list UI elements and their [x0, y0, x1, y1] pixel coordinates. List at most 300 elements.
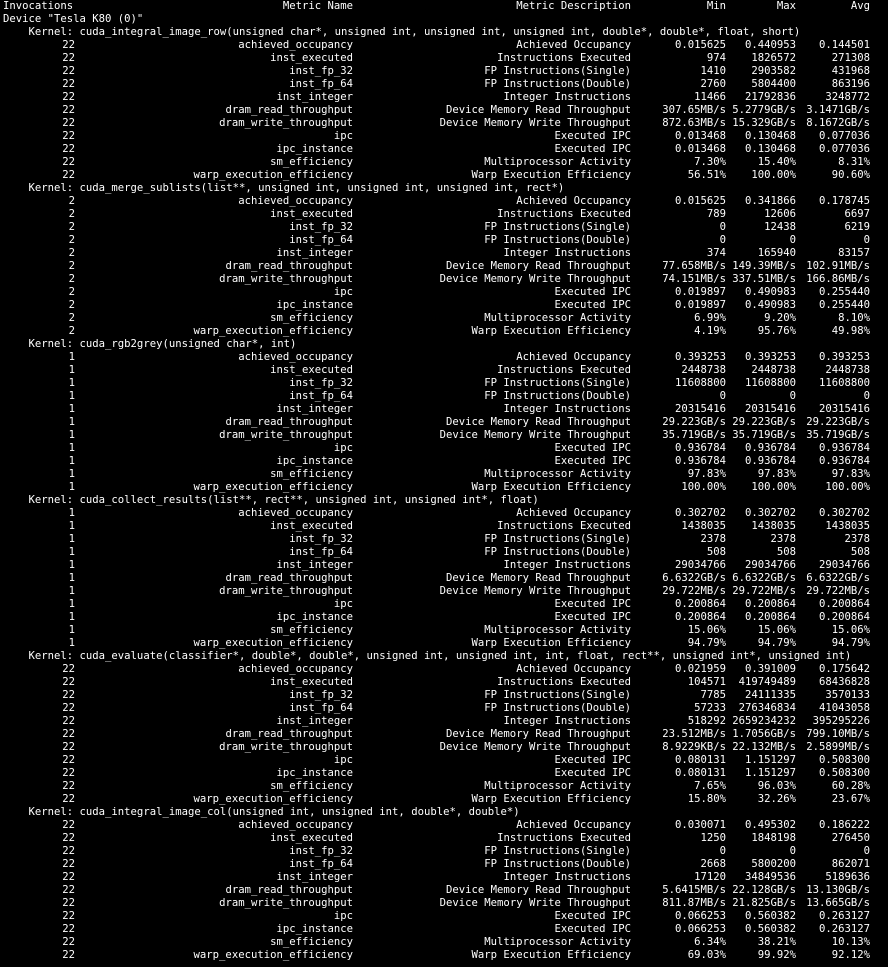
metric-name-cell: dram_write_throughput — [219, 117, 353, 129]
metric-row — [3, 663, 888, 676]
metric-name-cell: warp_execution_efficiency — [193, 793, 353, 805]
invocations-cell: 2 — [68, 273, 75, 285]
avg-cell: 83157 — [838, 247, 870, 259]
min-cell: 2378 — [700, 533, 726, 545]
avg-cell: 0.077036 — [818, 143, 870, 155]
invocations-cell: 22 — [62, 936, 75, 948]
avg-cell: 13.130GB/s — [806, 884, 870, 896]
metric-name-cell: sm_efficiency — [270, 156, 353, 168]
min-cell: 104571 — [687, 676, 726, 688]
metric-name-cell: inst_fp_64 — [289, 546, 353, 558]
metric-row — [3, 767, 888, 780]
metric-description-cell: Multiprocessor Activity — [484, 780, 631, 792]
metric-row — [3, 572, 888, 585]
metric-name-cell: achieved_occupancy — [238, 195, 353, 207]
max-cell: 12438 — [764, 221, 796, 233]
header-invocations: Invocations — [3, 0, 74, 12]
metric-row — [3, 65, 888, 78]
max-cell: 2448738 — [751, 364, 796, 376]
metric-name-cell: ipc_instance — [276, 299, 353, 311]
metric-row — [3, 390, 888, 403]
min-cell: 7785 — [700, 689, 726, 701]
metric-description-cell: Instructions Executed — [497, 208, 631, 220]
metric-description-cell: FP Instructions(Single) — [484, 65, 631, 77]
metric-name-cell: dram_read_throughput — [225, 260, 353, 272]
metric-row — [3, 156, 888, 169]
metric-description-cell: Executed IPC — [554, 442, 631, 454]
metric-name-cell: dram_write_throughput — [219, 273, 353, 285]
invocations-cell: 22 — [62, 832, 75, 844]
metric-description-cell: Executed IPC — [554, 923, 631, 935]
min-cell: 57233 — [694, 702, 726, 714]
metric-description-cell: FP Instructions(Single) — [484, 533, 631, 545]
avg-cell: 799.10MB/s — [806, 728, 870, 740]
metric-row — [3, 364, 888, 377]
avg-cell: 10.13% — [831, 936, 870, 948]
metric-description-cell: Instructions Executed — [497, 364, 631, 376]
invocations-cell: 1 — [68, 390, 75, 402]
metric-name-cell: inst_executed — [270, 52, 353, 64]
max-cell: 2903582 — [751, 65, 796, 77]
metric-description-cell: Device Memory Read Throughput — [446, 572, 631, 584]
invocations-cell: 22 — [62, 39, 75, 51]
min-cell: 0.015625 — [674, 195, 726, 207]
max-cell: 97.83% — [757, 468, 796, 480]
metric-name-cell: inst_integer — [276, 559, 353, 571]
metric-row — [3, 442, 888, 455]
invocations-cell: 22 — [62, 741, 75, 753]
avg-cell: 0.393253 — [818, 351, 870, 363]
avg-cell: 29.722MB/s — [806, 585, 870, 597]
max-cell: 0 — [789, 234, 796, 246]
avg-cell: 5189636 — [825, 871, 870, 883]
max-cell: 2378 — [770, 533, 796, 545]
avg-cell: 0.175642 — [818, 663, 870, 675]
max-cell: 38.21% — [757, 936, 796, 948]
metric-name-cell: inst_fp_32 — [289, 377, 353, 389]
metric-name-cell: dram_write_throughput — [219, 897, 353, 909]
invocations-cell: 2 — [68, 260, 75, 272]
max-cell: 149.39MB/s — [732, 260, 796, 272]
metric-row — [3, 858, 888, 871]
invocations-cell: 22 — [62, 702, 75, 714]
invocations-cell: 22 — [62, 117, 75, 129]
kernel-title: Kernel: cuda_integral_image_col(unsigned int, unsigned int, double*, double*) — [3, 806, 520, 818]
min-cell: 508 — [706, 546, 726, 558]
max-cell: 94.79% — [757, 637, 796, 649]
metric-row — [3, 845, 888, 858]
metric-description-cell: Multiprocessor Activity — [484, 312, 631, 324]
max-cell: 35.719GB/s — [732, 429, 796, 441]
max-cell: 5.2779GB/s — [732, 104, 796, 116]
max-cell: 0.341866 — [744, 195, 796, 207]
min-cell: 2448738 — [681, 364, 726, 376]
invocations-cell: 1 — [68, 546, 75, 558]
min-cell: 0.302702 — [674, 507, 726, 519]
metric-row — [3, 351, 888, 364]
min-cell: 20315416 — [674, 403, 726, 415]
metric-name-cell: inst_fp_64 — [289, 78, 353, 90]
metric-name-cell: warp_execution_efficiency — [193, 637, 353, 649]
min-cell: 1410 — [700, 65, 726, 77]
kernel-title: Kernel: cuda_collect_results(list**, rect**, unsigned int, unsigned int*, float) — [3, 494, 539, 506]
invocations-cell: 22 — [62, 910, 75, 922]
metric-description-cell: Executed IPC — [554, 910, 631, 922]
max-cell: 5804400 — [751, 78, 796, 90]
avg-cell: 0 — [863, 390, 870, 402]
min-cell: 0.936784 — [674, 455, 726, 467]
metric-description-cell: Integer Instructions — [503, 403, 631, 415]
invocations-cell: 22 — [62, 169, 75, 181]
kernel-title: Kernel: cuda_rgb2grey(unsigned char*, int) — [3, 338, 297, 350]
metric-name-cell: dram_read_throughput — [225, 572, 353, 584]
invocations-cell: 22 — [62, 663, 75, 675]
metric-row — [3, 52, 888, 65]
metric-name-cell: dram_read_throughput — [225, 416, 353, 428]
metric-row — [3, 91, 888, 104]
metric-name-cell: dram_read_throughput — [225, 884, 353, 896]
min-cell: 0.013468 — [674, 143, 726, 155]
invocations-cell: 1 — [68, 611, 75, 623]
avg-cell: 41043058 — [818, 702, 870, 714]
invocations-cell: 22 — [62, 689, 75, 701]
min-cell: 100.00% — [681, 481, 726, 493]
avg-cell: 100.00% — [825, 481, 870, 493]
header-metric-description: Metric Description — [516, 0, 631, 12]
metric-name-cell: inst_integer — [276, 715, 353, 727]
metric-description-cell: Warp Execution Efficiency — [471, 325, 631, 337]
max-cell: 0.302702 — [744, 507, 796, 519]
max-cell: 0.130468 — [744, 143, 796, 155]
max-cell: 0.200864 — [744, 598, 796, 610]
invocations-cell: 22 — [62, 754, 75, 766]
metric-name-cell: inst_fp_64 — [289, 702, 353, 714]
invocations-cell: 1 — [68, 533, 75, 545]
metric-row — [3, 780, 888, 793]
metric-name-cell: ipc — [333, 286, 353, 298]
invocations-cell: 1 — [68, 572, 75, 584]
max-cell: 276346834 — [738, 702, 796, 714]
metric-description-cell: Multiprocessor Activity — [484, 156, 631, 168]
avg-cell: 20315416 — [818, 403, 870, 415]
max-cell: 29.223GB/s — [732, 416, 796, 428]
avg-cell: 15.06% — [831, 624, 870, 636]
max-cell: 29034766 — [744, 559, 796, 571]
metric-description-cell: Warp Execution Efficiency — [471, 169, 631, 181]
invocations-cell: 22 — [62, 858, 75, 870]
max-cell: 100.00% — [751, 169, 796, 181]
metric-row — [3, 949, 888, 962]
max-cell: 0 — [789, 845, 796, 857]
avg-cell: 29.223GB/s — [806, 416, 870, 428]
metric-row — [3, 546, 888, 559]
max-cell: 0.560382 — [744, 923, 796, 935]
invocations-cell: 1 — [68, 403, 75, 415]
metric-name-cell: warp_execution_efficiency — [193, 481, 353, 493]
metric-row — [3, 624, 888, 637]
metric-description-cell: Device Memory Write Throughput — [439, 429, 631, 441]
metric-name-cell: warp_execution_efficiency — [193, 325, 353, 337]
invocations-cell: 1 — [68, 468, 75, 480]
min-cell: 69.03% — [687, 949, 726, 961]
max-cell: 15.329GB/s — [732, 117, 796, 129]
min-cell: 1250 — [700, 832, 726, 844]
metric-description-cell: Warp Execution Efficiency — [471, 481, 631, 493]
metric-description-cell: FP Instructions(Double) — [484, 78, 631, 90]
metric-description-cell: FP Instructions(Single) — [484, 221, 631, 233]
min-cell: 811.87MB/s — [662, 897, 726, 909]
metric-name-cell: ipc — [333, 754, 353, 766]
max-cell: 0.936784 — [744, 455, 796, 467]
avg-cell: 94.79% — [831, 637, 870, 649]
metric-description-cell: Achieved Occupancy — [516, 663, 631, 675]
metric-description-cell: FP Instructions(Double) — [484, 390, 631, 402]
header-avg: Avg — [850, 0, 870, 12]
max-cell: 29.722MB/s — [732, 585, 796, 597]
avg-cell: 6219 — [844, 221, 870, 233]
avg-cell: 508 — [850, 546, 870, 558]
avg-cell: 90.60% — [831, 169, 870, 181]
max-cell: 5800200 — [751, 858, 796, 870]
metric-name-cell: achieved_occupancy — [238, 819, 353, 831]
metric-row — [3, 104, 888, 117]
min-cell: 518292 — [687, 715, 726, 727]
invocations-cell: 22 — [62, 949, 75, 961]
avg-cell: 6697 — [844, 208, 870, 220]
min-cell: 23.512MB/s — [662, 728, 726, 740]
min-cell: 307.65MB/s — [662, 104, 726, 116]
invocations-cell: 22 — [62, 923, 75, 935]
min-cell: 0.080131 — [674, 754, 726, 766]
metric-description-cell: Executed IPC — [554, 754, 631, 766]
metric-row — [3, 234, 888, 247]
metric-row — [3, 468, 888, 481]
metric-description-cell: Device Memory Read Throughput — [446, 260, 631, 272]
invocations-cell: 2 — [68, 286, 75, 298]
invocations-cell: 22 — [62, 156, 75, 168]
invocations-cell: 22 — [62, 65, 75, 77]
metric-name-cell: achieved_occupancy — [238, 351, 353, 363]
header-metric-name: Metric Name — [282, 0, 353, 12]
metric-row — [3, 611, 888, 624]
max-cell: 20315416 — [744, 403, 796, 415]
max-cell: 15.06% — [757, 624, 796, 636]
metric-row — [3, 39, 888, 52]
invocations-cell: 1 — [68, 598, 75, 610]
device-name: Device "Tesla K80 (0)" — [3, 13, 144, 25]
avg-cell: 3248772 — [825, 91, 870, 103]
invocations-cell: 1 — [68, 585, 75, 597]
avg-cell: 102.91MB/s — [806, 260, 870, 272]
metric-name-cell: ipc — [333, 598, 353, 610]
min-cell: 29.722MB/s — [662, 585, 726, 597]
metric-row — [3, 897, 888, 910]
metric-row — [3, 559, 888, 572]
metric-row — [3, 195, 888, 208]
avg-cell: 0.178745 — [818, 195, 870, 207]
avg-cell: 0.263127 — [818, 910, 870, 922]
metric-name-cell: inst_integer — [276, 871, 353, 883]
invocations-cell: 2 — [68, 195, 75, 207]
max-cell: 9.20% — [764, 312, 796, 324]
metric-description-cell: FP Instructions(Single) — [484, 377, 631, 389]
metric-description-cell: Device Memory Write Throughput — [439, 273, 631, 285]
min-cell: 7.65% — [694, 780, 726, 792]
metric-description-cell: Integer Instructions — [503, 871, 631, 883]
min-cell: 0.021959 — [674, 663, 726, 675]
avg-cell: 8.10% — [838, 312, 870, 324]
metric-description-cell: Instructions Executed — [497, 832, 631, 844]
metric-description-cell: Device Memory Read Throughput — [446, 884, 631, 896]
metric-description-cell: Device Memory Write Throughput — [439, 741, 631, 753]
min-cell: 0 — [719, 234, 726, 246]
max-cell: 21.825GB/s — [732, 897, 796, 909]
metric-row — [3, 429, 888, 442]
max-cell: 6.6322GB/s — [732, 572, 796, 584]
min-cell: 29.223GB/s — [662, 416, 726, 428]
metric-row — [3, 871, 888, 884]
metric-row — [3, 260, 888, 273]
min-cell: 29034766 — [674, 559, 726, 571]
min-cell: 74.151MB/s — [662, 273, 726, 285]
avg-cell: 0.186222 — [818, 819, 870, 831]
metric-name-cell: inst_integer — [276, 91, 353, 103]
max-cell: 22.128GB/s — [732, 884, 796, 896]
max-cell: 22.132MB/s — [732, 741, 796, 753]
avg-cell: 0.255440 — [818, 299, 870, 311]
max-cell: 12606 — [764, 208, 796, 220]
metric-name-cell: dram_write_throughput — [219, 741, 353, 753]
max-cell: 508 — [776, 546, 796, 558]
avg-cell: 3570133 — [825, 689, 870, 701]
metric-row — [3, 208, 888, 221]
kernel-title-line — [3, 26, 888, 39]
invocations-cell: 22 — [62, 676, 75, 688]
max-cell: 100.00% — [751, 481, 796, 493]
min-cell: 97.83% — [687, 468, 726, 480]
min-cell: 2668 — [700, 858, 726, 870]
min-cell: 374 — [706, 247, 726, 259]
invocations-cell: 22 — [62, 819, 75, 831]
invocations-cell: 2 — [68, 312, 75, 324]
metric-name-cell: inst_fp_32 — [289, 689, 353, 701]
invocations-cell: 1 — [68, 351, 75, 363]
metric-name-cell: dram_write_throughput — [219, 585, 353, 597]
invocations-cell: 2 — [68, 221, 75, 233]
invocations-cell: 1 — [68, 429, 75, 441]
metric-row — [3, 325, 888, 338]
max-cell: 1826572 — [751, 52, 796, 64]
min-cell: 0.066253 — [674, 923, 726, 935]
metric-row — [3, 286, 888, 299]
avg-cell: 0.302702 — [818, 507, 870, 519]
metric-name-cell: sm_efficiency — [270, 312, 353, 324]
invocations-cell: 22 — [62, 104, 75, 116]
min-cell: 974 — [706, 52, 726, 64]
max-cell: 1438035 — [751, 520, 796, 532]
min-cell: 0.080131 — [674, 767, 726, 779]
metric-description-cell: FP Instructions(Double) — [484, 858, 631, 870]
invocations-cell: 22 — [62, 884, 75, 896]
metric-description-cell: Device Memory Write Throughput — [439, 897, 631, 909]
avg-cell: 0 — [863, 234, 870, 246]
min-cell: 17120 — [694, 871, 726, 883]
invocations-cell: 22 — [62, 78, 75, 90]
metric-row — [3, 78, 888, 91]
metric-name-cell: ipc_instance — [276, 767, 353, 779]
avg-cell: 97.83% — [831, 468, 870, 480]
metric-description-cell: Executed IPC — [554, 611, 631, 623]
max-cell: 0 — [789, 390, 796, 402]
min-cell: 0.936784 — [674, 442, 726, 454]
max-cell: 0.391009 — [744, 663, 796, 675]
kernel-title-line — [3, 182, 888, 195]
invocations-cell: 22 — [62, 871, 75, 883]
invocations-cell: 22 — [62, 715, 75, 727]
min-cell: 56.51% — [687, 169, 726, 181]
max-cell: 0.490983 — [744, 299, 796, 311]
avg-cell: 395295226 — [812, 715, 870, 727]
metric-description-cell: FP Instructions(Double) — [484, 234, 631, 246]
metric-description-cell: Multiprocessor Activity — [484, 936, 631, 948]
avg-cell: 166.86MB/s — [806, 273, 870, 285]
metric-row — [3, 676, 888, 689]
max-cell: 1.151297 — [744, 754, 796, 766]
metric-row — [3, 819, 888, 832]
min-cell: 15.80% — [687, 793, 726, 805]
metric-row — [3, 455, 888, 468]
metric-row — [3, 377, 888, 390]
header-min: Min — [706, 0, 726, 12]
avg-cell: 0.255440 — [818, 286, 870, 298]
metric-description-cell: Warp Execution Efficiency — [471, 637, 631, 649]
invocations-cell: 1 — [68, 442, 75, 454]
max-cell: 99.92% — [757, 949, 796, 961]
metric-row — [3, 507, 888, 520]
invocations-cell: 1 — [68, 481, 75, 493]
metric-name-cell: achieved_occupancy — [238, 507, 353, 519]
invocations-cell: 1 — [68, 507, 75, 519]
avg-cell: 8.31% — [838, 156, 870, 168]
metric-description-cell: FP Instructions(Double) — [484, 702, 631, 714]
metric-description-cell: Achieved Occupancy — [516, 351, 631, 363]
avg-cell: 271308 — [831, 52, 870, 64]
metric-description-cell: FP Instructions(Double) — [484, 546, 631, 558]
invocations-cell: 22 — [62, 897, 75, 909]
min-cell: 0.019897 — [674, 286, 726, 298]
metric-description-cell: Achieved Occupancy — [516, 39, 631, 51]
invocations-cell: 2 — [68, 247, 75, 259]
metric-row — [3, 143, 888, 156]
metric-row — [3, 741, 888, 754]
metric-name-cell: dram_write_throughput — [219, 429, 353, 441]
max-cell: 11608800 — [744, 377, 796, 389]
max-cell: 0.490983 — [744, 286, 796, 298]
metric-description-cell: Integer Instructions — [503, 247, 631, 259]
metric-row — [3, 728, 888, 741]
metric-name-cell: inst_fp_32 — [289, 221, 353, 233]
metric-row — [3, 221, 888, 234]
metric-description-cell: Executed IPC — [554, 455, 631, 467]
min-cell: 0.030071 — [674, 819, 726, 831]
metric-name-cell: inst_executed — [270, 208, 353, 220]
metric-description-cell: Integer Instructions — [503, 91, 631, 103]
metric-row — [3, 832, 888, 845]
metric-row — [3, 637, 888, 650]
metric-name-cell: inst_fp_64 — [289, 390, 353, 402]
metric-row — [3, 585, 888, 598]
max-cell: 0.200864 — [744, 611, 796, 623]
